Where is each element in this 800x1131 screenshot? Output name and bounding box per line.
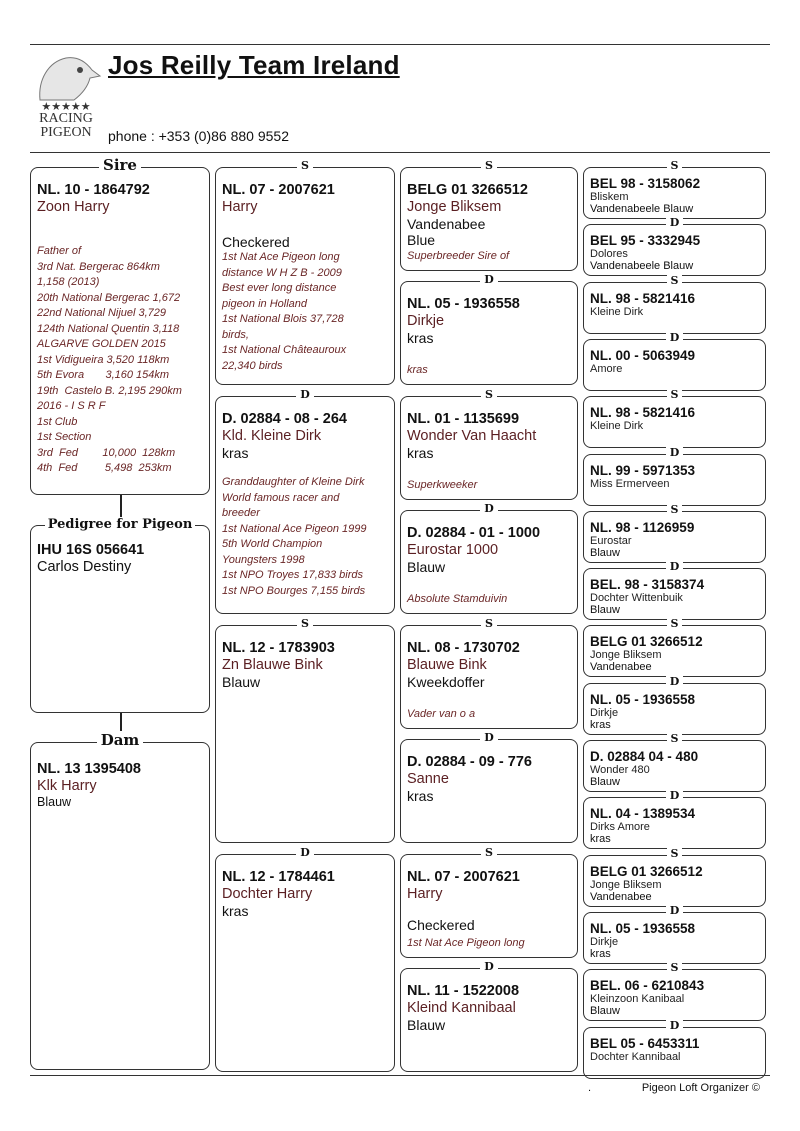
- gen4-label: S: [667, 159, 683, 172]
- gen4-label: S: [667, 503, 683, 516]
- gen4-label: D: [666, 446, 684, 459]
- gen3-label: S: [481, 159, 497, 172]
- gen3-note: Superkweeker: [407, 478, 478, 491]
- gen3-ring: D. 02884 - 09 - 776: [407, 754, 532, 770]
- gen2-label: D: [296, 388, 314, 401]
- gen4-name: Dirks Amore: [590, 821, 650, 834]
- gen2-note-line: 1st National Ace Pigeon 1999: [222, 522, 367, 535]
- gen4-name: Dolores: [590, 248, 628, 261]
- gen3-card-1[interactable]: [400, 273, 578, 385]
- subject-ring: IHU 16S 056641: [37, 542, 145, 558]
- gen4-name: Miss Ermerveen: [590, 477, 670, 490]
- gen3-ring: BELG 01 3266512: [407, 182, 528, 198]
- gen3-label: D: [480, 960, 498, 973]
- gen2-color: Checkered: [222, 234, 290, 250]
- gen2-note-line: pigeon in Holland: [222, 297, 308, 310]
- gen4-name: Jonge Bliksem: [590, 649, 662, 662]
- dam-ring: NL. 13 1395408: [37, 761, 141, 777]
- gen3-note: Vader van o a: [407, 707, 476, 720]
- gen3-ring: NL. 08 - 1730702: [407, 640, 520, 656]
- gen3-ring: NL. 11 - 1522008: [407, 983, 520, 999]
- gen2-note-line: birds,: [222, 328, 249, 341]
- subject-card[interactable]: [30, 525, 210, 713]
- gen3-ring: NL. 05 - 1936558: [407, 296, 520, 312]
- gen3-card-5[interactable]: [400, 731, 578, 843]
- gen3-color: Blue: [407, 232, 436, 248]
- gen4-card-2[interactable]: [583, 273, 766, 334]
- gen3-color: Kweekdoffer: [407, 674, 485, 690]
- gen2-ring: NL. 07 - 2007621: [222, 182, 335, 198]
- sire-note-line: 22nd National Nijuel 3,729: [37, 307, 167, 319]
- gen3-card-0[interactable]: [400, 159, 578, 271]
- gen3-ring: D. 02884 - 01 - 1000: [407, 525, 541, 541]
- gen4-ring: NL. 05 - 1936558: [590, 920, 696, 936]
- page-title: Jos Reilly Team Ireland: [108, 50, 400, 80]
- gen4-name: Dirkje: [590, 706, 619, 719]
- gen3-name: Sanne: [407, 771, 449, 787]
- gen4-card-12[interactable]: [583, 846, 766, 907]
- sire-note-line: 124th National Quentin 3,118: [37, 322, 180, 335]
- sire-note-line: Father of: [37, 245, 82, 257]
- gen4-color: Blauw: [590, 604, 620, 617]
- footer-credit: Pigeon Loft Organizer ©: [641, 1082, 760, 1094]
- gen3-note: kras: [407, 363, 428, 376]
- gen2-card-1[interactable]: [215, 388, 395, 614]
- gen4-ring: BEL 05 - 6453311: [590, 1035, 700, 1051]
- sire-label: Sire: [99, 156, 141, 174]
- gen2-label: S: [297, 159, 313, 172]
- gen2-card-3[interactable]: [215, 846, 395, 1072]
- gen4-card-4[interactable]: [583, 388, 766, 448]
- gen4-card-7[interactable]: [583, 560, 766, 620]
- gen4-label: S: [667, 617, 683, 630]
- pigeon-head-icon: [30, 50, 102, 102]
- sire-note-line: ALGARVE GOLDEN 2015: [37, 338, 166, 350]
- gen4-color: Vandenabee: [590, 661, 652, 674]
- gen4-color: kras: [590, 947, 611, 960]
- gen4-color: Vandenabeele Blauw: [590, 203, 694, 215]
- gen2-name: Harry: [222, 199, 258, 215]
- gen2-card-2[interactable]: [215, 617, 395, 843]
- gen3-card-7[interactable]: [400, 960, 578, 1072]
- subject-name: Carlos Destiny: [37, 559, 132, 575]
- gen3-name: Kleind Kannibaal: [407, 1000, 516, 1016]
- gen3-note: Superbreeder Sire of: [407, 249, 510, 262]
- gen4-label: D: [666, 560, 684, 573]
- gen4-color: Vandenabee: [590, 890, 652, 903]
- gen4-color: Blauw: [590, 776, 620, 788]
- gen3-extra: Vandenabee: [407, 216, 486, 232]
- gen4-card-3[interactable]: [583, 330, 766, 391]
- gen2-note-line: 1st National Blois 37,728: [222, 313, 344, 325]
- gen4-card-9[interactable]: [583, 674, 766, 735]
- gen4-ring: NL. 98 - 5821416: [590, 405, 696, 421]
- gen3-card-6[interactable]: [400, 846, 578, 958]
- gen4-label: D: [666, 789, 684, 802]
- gen4-label: D: [666, 331, 684, 344]
- dam-color: Blauw: [37, 795, 72, 809]
- gen2-color: kras: [222, 445, 249, 461]
- gen3-card-4[interactable]: [400, 617, 578, 729]
- gen4-card-15[interactable]: [583, 1018, 766, 1079]
- gen4-name: Bliskem: [590, 191, 629, 203]
- gen4-card-8[interactable]: [583, 617, 766, 677]
- gen3-color: kras: [407, 330, 434, 346]
- gen2-notes: [222, 250, 388, 374]
- gen3-label: S: [481, 617, 497, 630]
- gen3-label: D: [480, 502, 498, 515]
- gen3-name: Jonge Bliksem: [407, 199, 502, 215]
- gen4-ring: NL. 98 - 5821416: [590, 290, 696, 306]
- sire-note-line: 2016 - I S R F: [37, 400, 106, 412]
- gen2-name: Kld. Kleine Dirk: [222, 428, 322, 444]
- gen2-notes: [222, 475, 388, 599]
- logo-line2: PIGEON: [40, 125, 92, 140]
- dam-card[interactable]: [30, 731, 210, 1070]
- gen4-ring: D. 02884 04 - 480: [590, 749, 699, 764]
- sire-ring: NL. 10 - 1864792: [37, 182, 150, 198]
- gen4-name: Wonder 480: [590, 764, 650, 776]
- gen4-name: Dochter Wittenbuik: [590, 592, 683, 605]
- gen3-card-2[interactable]: [400, 388, 578, 500]
- logo-stars: ★★★★★: [41, 101, 91, 113]
- gen4-label: D: [666, 904, 684, 917]
- gen4-color: kras: [590, 718, 611, 731]
- gen3-note: Absolute Stamduivin: [407, 592, 508, 605]
- gen4-ring: BEL. 98 - 3158374: [590, 577, 705, 593]
- gen4-name: Dochter Kannibaal: [590, 1050, 681, 1063]
- footer-dot: .: [588, 1082, 592, 1094]
- gen4-label: S: [667, 961, 683, 974]
- gen4-card-6[interactable]: [583, 502, 766, 563]
- gen4-card-13[interactable]: [583, 903, 766, 964]
- gen4-card-10[interactable]: [583, 732, 766, 792]
- gen2-note-line: 1st Nat Ace Pigeon long: [222, 251, 340, 263]
- gen4-ring: NL. 99 - 5971353: [590, 462, 696, 478]
- gen4-card-11[interactable]: [583, 789, 766, 849]
- gen4-label: S: [667, 274, 683, 287]
- gen2-note-line: World famous racer and: [222, 491, 340, 504]
- sire-note-line: 4th Fed 5,498 253km: [37, 462, 172, 474]
- sire-note-line: 1,158 (2013): [37, 276, 100, 288]
- gen2-label: D: [296, 846, 314, 859]
- gen4-name: Kleinzoon Kanibaal: [590, 993, 685, 1006]
- gen4-name: Dirkje: [590, 935, 619, 948]
- gen4-name: Kleine Dirk: [590, 420, 644, 433]
- gen2-note-line: Granddaughter of Kleine Dirk: [222, 476, 365, 488]
- gen4-label: D: [666, 675, 684, 688]
- sire-note-line: 5th Evora 3,160 154km: [37, 369, 170, 381]
- gen2-note-line: 1st National Châteauroux: [222, 344, 347, 356]
- sire-card[interactable]: [30, 156, 210, 495]
- gen2-note-line: 1st NPO Bourges 7,155 birds: [222, 584, 366, 597]
- gen4-ring: BELG 01 3266512: [590, 863, 703, 879]
- gen3-color: Blauw: [407, 559, 446, 575]
- gen4-color: Vandenabeele Blauw: [590, 260, 694, 273]
- gen4-name: Kleine Dirk: [590, 305, 644, 318]
- gen3-name: Eurostar 1000: [407, 542, 499, 558]
- gen4-card-0[interactable]: [583, 159, 766, 219]
- gen4-label: D: [666, 1019, 684, 1032]
- gen3-label: D: [480, 731, 498, 744]
- gen4-ring: NL. 04 - 1389534: [590, 806, 696, 822]
- gen2-card-0[interactable]: [215, 159, 395, 385]
- racing-pigeon-logo: [30, 50, 102, 145]
- gen4-ring: NL. 05 - 1936558: [590, 691, 696, 707]
- gen3-name: Harry: [407, 886, 443, 902]
- sire-note-line: 3rd Nat. Bergerac 864km: [37, 260, 160, 273]
- gen3-ring: NL. 07 - 2007621: [407, 869, 520, 885]
- logo-line1: RACING: [39, 111, 93, 126]
- sire-note-line: 3rd Fed 10,000 128km: [37, 446, 176, 459]
- sire-note-line: 19th Castelo B. 2,195 290km: [37, 384, 182, 397]
- gen3-color: kras: [407, 788, 434, 804]
- gen2-note-line: 5th World Champion: [222, 538, 323, 550]
- gen4-name: Amore: [590, 362, 623, 375]
- sire-note-line: 20th National Bergerac 1,672: [37, 291, 181, 304]
- gen2-note-line: Best ever long distance: [222, 282, 337, 294]
- gen2-name: Dochter Harry: [222, 886, 313, 902]
- gen3-name: Wonder Van Haacht: [407, 428, 537, 444]
- gen2-color: Blauw: [222, 674, 261, 690]
- gen4-label: S: [667, 732, 683, 745]
- gen2-ring: NL. 12 - 1784461: [222, 869, 335, 885]
- gen2-note-line: breeder: [222, 507, 260, 519]
- gen3-color: Checkered: [407, 917, 475, 933]
- gen3-name: Blauwe Bink: [407, 657, 487, 673]
- gen4-color: Blauw: [590, 1005, 620, 1018]
- gen4-color: Blauw: [590, 546, 620, 559]
- subject-label: Pedigree for Pigeon: [45, 517, 196, 532]
- gen3-color: kras: [407, 445, 434, 461]
- gen2-note-line: distance W H Z B - 2009: [222, 266, 342, 279]
- sire-name: Zoon Harry: [37, 199, 110, 215]
- gen3-ring: NL. 01 - 1135699: [407, 411, 520, 427]
- gen2-note-line: 22,340 birds: [222, 359, 283, 372]
- dam-label: Dam: [97, 731, 144, 749]
- gen2-ring: D. 02884 - 08 - 264: [222, 411, 347, 427]
- gen2-note-line: Youngsters 1998: [222, 553, 305, 566]
- gen4-label: D: [666, 216, 684, 229]
- gen4-ring: BEL. 06 - 6210843: [590, 978, 705, 994]
- gen3-color: Blauw: [407, 1017, 446, 1033]
- gen4-ring: BEL 98 - 3158062: [590, 176, 701, 191]
- gen4-name: Jonge Bliksem: [590, 878, 662, 891]
- gen4-label: S: [667, 388, 683, 401]
- gen3-label: D: [480, 273, 498, 286]
- phone-number: phone : +353 (0)86 880 9552: [108, 128, 289, 144]
- gen2-color: kras: [222, 903, 249, 919]
- gen3-note: 1st Nat Ace Pigeon long: [407, 936, 525, 949]
- gen2-ring: NL. 12 - 1783903: [222, 640, 335, 656]
- top-rule: [30, 44, 770, 45]
- gen4-card-1[interactable]: [583, 216, 766, 276]
- dam-name: Klk Harry: [37, 778, 97, 794]
- sire-note-line: 1st Section: [37, 431, 92, 443]
- gen4-ring: NL. 98 - 1126959: [590, 519, 695, 535]
- gen4-name: Eurostar: [590, 534, 632, 547]
- sire-note-line: 1st Club: [37, 415, 78, 428]
- gen4-ring: BEL 95 - 3332945: [590, 233, 701, 249]
- gen4-card-14[interactable]: [583, 961, 766, 1021]
- gen4-ring: BELG 01 3266512: [590, 634, 703, 650]
- gen4-card-5[interactable]: [583, 445, 766, 506]
- gen4-label: S: [667, 847, 683, 860]
- header-rule: [30, 152, 770, 153]
- gen4-ring: NL. 00 - 5063949: [590, 347, 696, 363]
- sire-note-line: 1st Vidigueira 3,520 118km: [37, 353, 170, 366]
- gen3-name: Dirkje: [407, 313, 445, 329]
- sire-notes: [37, 244, 203, 477]
- gen2-note-line: 1st NPO Troyes 17,833 birds: [222, 569, 364, 581]
- gen3-card-3[interactable]: [400, 502, 578, 614]
- gen4-color: kras: [590, 833, 611, 846]
- gen2-name: Zn Blauwe Bink: [222, 657, 323, 673]
- gen2-label: S: [297, 617, 313, 630]
- gen3-label: S: [481, 846, 497, 859]
- bottom-rule: [30, 1075, 770, 1076]
- gen3-label: S: [481, 388, 497, 401]
